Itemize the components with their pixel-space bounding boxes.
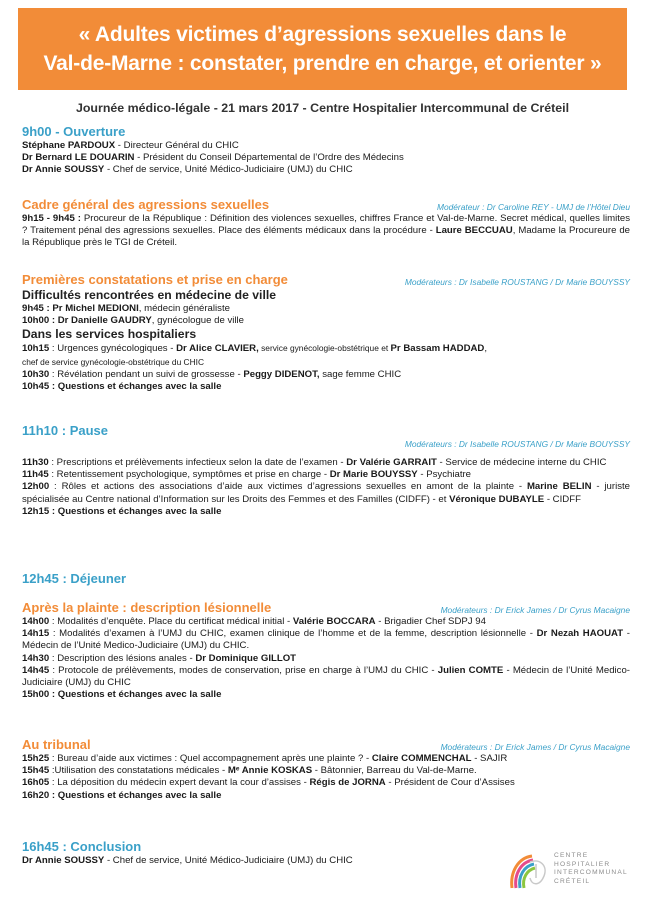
moderator-label: Modérateurs : Dr Erick James / Dr Cyrus Macaigne: [440, 605, 630, 615]
session-entry: 14h45 : Protocole de prélèvements, modes de conservation, prise en charge à l’UMJ du CHIC - Julien COMTE - Médecin de l’Unité Medico-Judiciaire (UMJ) du CHIC: [22, 664, 630, 689]
section-heading: 11h10 : Pause: [22, 423, 108, 438]
section-heading: Premières constatations et prise en charge Modérateurs : Dr Isabelle ROUSTANG / Dr Marie BOUYSSY: [22, 272, 630, 288]
session-entry: 14h00 : Modalités d’enquête. Place du certificat médical initial - Valérie BOCCARA - Brigadier Chef SDPJ 94: [22, 616, 486, 627]
title-line-1: « Adultes victimes d’agressions sexuelles dans le: [78, 23, 567, 46]
chic-logo-mark-icon: [506, 848, 552, 894]
speaker-name: Dr Alice CLAVIER,: [176, 343, 259, 355]
qa-entry: 10h45 : Questions et échanges avec la salle: [22, 381, 222, 393]
moderator-label: Modérateurs : Dr Isabelle ROUSTANG / Dr Marie BOUYSSY: [404, 439, 630, 449]
qa-entry: 16h20 : Questions et échanges avec la salle: [22, 789, 222, 801]
section-heading: Au tribunal Modérateurs : Dr Erick James / Dr Cyrus Macaigne: [22, 737, 630, 753]
section-court: [22, 737, 630, 802]
session-entry: 11h45 : Retentissement psychologique, symptômes et prise en charge - Dr Marie BOUYSSY - Psychiatre: [22, 469, 472, 481]
speaker-name: Régis de JORNA: [309, 777, 386, 789]
speaker-name: Pr Bassam HADDAD: [390, 343, 485, 355]
speaker-name: Dr Annie SOUSSY: [22, 164, 105, 176]
speaker-name: Laure BECCUAU: [435, 225, 513, 237]
speaker-name: Julien COMTE: [437, 664, 504, 676]
section-general-framework: [22, 197, 630, 250]
section-heading: 12h45 : Déjeuner: [22, 571, 127, 586]
session-entry: 16h05 : La déposition du médecin expert devant la cour d’assises - Régis de JORNA - Président de Cour d’Assises: [22, 777, 515, 789]
section-heading: Cadre général des agressions sexuelles Modérateur : Dr Caroline REY - UMJ de l’Hôtel Dieu: [22, 197, 630, 213]
moderator-label: Modérateur : Dr Caroline REY - UMJ de l’Hôtel Dieu: [436, 202, 630, 212]
section-after-complaint: [22, 600, 630, 701]
session-entry: 9h45 : Pr Michel MEDIONI, médecin généraliste: [22, 303, 230, 314]
speaker-line: Dr Bernard LE DOUARIN - Président du Conseil Départemental de l’Ordre des Médecins: [22, 152, 404, 164]
section-lunch: [22, 571, 630, 587]
section-heading: 9h00 - Ouverture: [22, 124, 126, 139]
section-first-findings: [22, 272, 630, 393]
speaker-name: Valérie BOCCARA: [292, 616, 376, 627]
qa-entry: 12h15 : Questions et échanges avec la salle: [22, 505, 222, 517]
subsection-heading: Difficultés rencontrées en médecine de ville: [22, 288, 276, 302]
session-entry: 15h25 : Bureau d’aide aux victimes : Quel accompagnement après une plainte ? - Claire COMMENCHAL - SAJIR: [22, 753, 508, 764]
section-opening: [22, 124, 630, 177]
section-conclusion: [22, 839, 492, 867]
title-line-2: Val-de-Marne : constater, prendre en charge, et orienter »: [43, 52, 602, 75]
speaker-line: Dr Annie SOUSSY - Chef de service, Unité Médico-Judiciaire (UMJ) du CHIC: [22, 855, 353, 866]
speaker-name: Marine BELIN: [526, 481, 592, 493]
session-entry: 14h15 : Modalités d’examen à l’UMJ du CHIC, examen clinique de l’homme et de la femme, description lésionnelle - Dr Nezah HAOUAT - Médecin de l’Unité Medico-Judiciaire (UMJ) du CHIC.: [22, 628, 630, 652]
speaker-name: Claire COMMENCHAL: [371, 753, 472, 764]
speaker-name: Dr Annie SOUSSY: [22, 855, 105, 866]
session-entry: 10h00 : Dr Danielle GAUDRY, gynécologue de ville: [22, 315, 245, 327]
speaker-name: Peggy DIDENOT,: [243, 368, 320, 380]
speaker-name: Stéphane PARDOUX: [22, 140, 116, 151]
title-banner: [18, 8, 627, 90]
qa-entry: 15h00 : Questions et échanges avec la salle: [22, 689, 222, 701]
section-heading: Après la plainte : description lésionnelle Modérateurs : Dr Erick James / Dr Cyrus Macaigne: [22, 600, 630, 616]
session-entry: 9h15 - 9h45 : Procureur de la République : Définition des violences sexuelles, chiffres France et Val-de-Marne. Secret médical, quelles limites ? Traitement pénal des agressions sexuelles. Place des éléments médicaux dans la procédure - Laure BECCUAU, Madame la Procureure de la République près le TGI de Créteil.: [22, 213, 631, 249]
chic-logo-text: CENTRE HOSPITALIER INTERCOMMUNAL CRÉTEIL: [554, 852, 628, 885]
session-entry: 15h45 :Utilisation des constatations médicales - Mᵉ Annie KOSKAS - Bâtonnier, Barreau du Val-de-Marne.: [22, 765, 477, 777]
speaker-line: Dr Annie SOUSSY - Chef de service, Unité Médico-Judiciaire (UMJ) du CHIC: [22, 164, 353, 176]
speaker-name: Dr Dominique GILLOT: [195, 652, 297, 664]
speaker-name: Dr Marie BOUYSSY: [329, 469, 418, 481]
session-entry: 10h30 : Révélation pendant un suivi de grossesse - Peggy DIDENOT, sage femme CHIC: [22, 368, 402, 380]
speaker-name: Dr Nezah HAOUAT: [536, 628, 624, 640]
session-entry: 11h30 : Prescriptions et prélèvements infectieux selon la date de l’examen - Dr Valérie GARRAIT - Service de médecine interne du CHIC: [22, 457, 607, 468]
speaker-name: Mᵉ Annie KOSKAS: [227, 765, 313, 777]
session-entry: 12h00 : Rôles et actions des associations d’aide aux victimes d’agressions sexuelles en amont de la plainte - Marine BELIN - juriste spécialisée au Centre national d’Information sur les Droits des Femmes et des Familles (CIDFF) - et Véronique DUBAYLE - CIDFF: [22, 481, 630, 505]
chic-logo: [506, 846, 626, 898]
subsection-heading: Dans les services hospitaliers: [22, 327, 197, 342]
section-pause: [22, 423, 630, 518]
moderator-label: Modérateurs : Dr Erick James / Dr Cyrus Macaigne: [440, 742, 630, 752]
speaker-line: Stéphane PARDOUX - Directeur Général du CHIC: [22, 140, 239, 151]
session-entry: 10h15 : Urgences gynécologiques - Dr Alice CLAVIER, service gynécologie-obstétrique et Pr Bassam HADDAD, chef de service gynécologie-obstétrique du CHIC: [22, 343, 488, 367]
speaker-name: Dr Valérie GARRAIT: [346, 457, 437, 468]
session-entry: 14h30 : Description des lésions anales - Dr Dominique GILLOT: [22, 652, 297, 664]
section-heading: 16h45 : Conclusion: [22, 839, 142, 854]
speaker-name: Véronique DUBAYLE: [449, 493, 545, 505]
speaker-name: Dr Bernard LE DOUARIN: [22, 152, 135, 164]
event-subtitle: Journée médico-légale - 21 mars 2017 - Centre Hospitalier Intercommunal de Créteil: [75, 101, 570, 115]
moderator-label: Modérateurs : Dr Isabelle ROUSTANG / Dr Marie BOUYSSY: [404, 277, 630, 287]
